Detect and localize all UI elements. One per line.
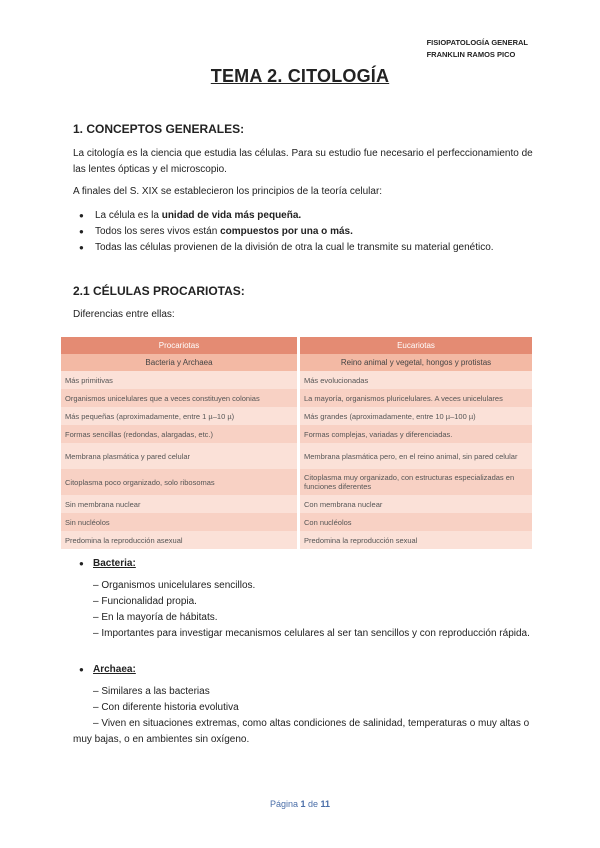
list-item: – Importantes para investigar mecanismos celulares al ser tan sencillos y con reproducción rápida.	[93, 628, 530, 639]
table-row	[61, 389, 532, 407]
list-item: – Con diferente historia evolutiva	[93, 702, 239, 713]
paragraph-teoria-celular: A finales del S. XIX se establecieron los principios de la teoría celular:	[73, 186, 383, 197]
table-row	[61, 495, 532, 513]
table-row	[61, 531, 532, 549]
list-item: ● La célula es la unidad de vida más pequeña.	[73, 208, 533, 224]
bacteria-heading: Bacteria:	[93, 558, 136, 569]
list-item: ● Todos los seres vivos están compuestos por una o más.	[73, 224, 533, 240]
list-item: ● Todas las células provienen de la división de otra la cual le transmite su material genético.	[73, 240, 533, 256]
bullet-icon: ●	[79, 559, 84, 568]
table-subheader-cell: Bacteria y Archaea	[61, 354, 300, 371]
archaea-heading: Archaea:	[93, 664, 136, 675]
archaea-heading-line	[79, 662, 533, 678]
bullet-icon: ●	[79, 665, 84, 674]
paragraph-diferencias: Diferencias entre ellas:	[73, 309, 175, 320]
table-cell: Formas complejas, variadas y diferenciadas.	[300, 425, 532, 443]
table-cell: Citoplasma muy organizado, con estructuras especializadas en funciones diferentes	[300, 469, 532, 495]
table-subheader-cell: Reino animal y vegetal, hongos y protistas	[300, 354, 532, 371]
table-row	[61, 469, 532, 495]
table-cell: Más pequeñas (aproximadamente, entre 1 µ–10 µ)	[61, 407, 300, 425]
table-row	[61, 407, 532, 425]
table-row	[61, 513, 532, 531]
list-item: – Viven en situaciones extremas, como altas condiciones de salinidad, temperaturas o muy altas o muy bajas, o en ambientes sin oxígeno.	[73, 718, 530, 745]
table-cell: Predomina la reproducción asexual	[61, 531, 300, 549]
paragraph-citologia: La citología es la ciencia que estudia las células. Para su estudio fue necesario el perfeccionamiento de las lentes ópticas y el microscopio.	[73, 148, 533, 175]
table-header-procariotas: Procariotas	[61, 337, 300, 354]
header-author: FRANKLIN RAMOS PICO	[426, 50, 516, 59]
list-item: – Organismos unicelulares sencillos.	[93, 580, 256, 591]
table-cell: Más grandes (aproximadamente, entre 10 µ–100 µ)	[300, 407, 532, 425]
table-cell: Más primitivas	[61, 371, 300, 389]
table-header-eucariotas: Eucariotas	[300, 337, 532, 354]
table-cell: Sin membrana nuclear	[61, 495, 300, 513]
page-footer	[0, 799, 600, 809]
table-cell: Formas sencillas (redondas, alargadas, etc.)	[61, 425, 300, 443]
footer-de: de	[308, 799, 319, 809]
header-subject: FISIOPATOLOGÍA GENERAL	[426, 38, 528, 47]
footer-pagina: Página	[269, 799, 298, 809]
table-cell: Con membrana nuclear	[300, 495, 532, 513]
table-subheader-row	[61, 354, 532, 371]
table-row	[61, 425, 532, 443]
footer-current-page: 1	[300, 799, 306, 809]
section-heading-conceptos: 1. CONCEPTOS GENERALES:	[73, 122, 245, 136]
table-cell: Predomina la reproducción sexual	[300, 531, 532, 549]
table-header-row	[61, 337, 532, 354]
section-heading-procariotas: 2.1 CÉLULAS PROCARIOTAS:	[73, 284, 245, 298]
table-cell: Membrana plasmática y pared celular	[61, 443, 300, 469]
teoria-celular-list	[73, 208, 533, 256]
page-title: TEMA 2. CITOLOGÍA	[210, 66, 390, 86]
comparison-table	[61, 337, 532, 549]
table-cell: Sin nucléolos	[61, 513, 300, 531]
table-cell: Con nucléolos	[300, 513, 532, 531]
table-cell: Citoplasma poco organizado, solo ribosomas	[61, 469, 300, 495]
table-cell: Membrana plasmática pero, en el reino animal, sin pared celular	[300, 443, 532, 469]
document-header	[427, 37, 528, 61]
table-row	[61, 443, 532, 469]
list-item: – En la mayoría de hábitats.	[93, 612, 218, 623]
footer-total-pages: 11	[320, 799, 331, 809]
table-cell: Más evolucionadas	[300, 371, 532, 389]
list-item: – Funcionalidad propia.	[93, 596, 197, 607]
table-cell: Organismos unicelulares que a veces constituyen colonias	[61, 389, 300, 407]
table-cell: La mayoría, organismos pluricelulares. A veces unicelulares	[300, 389, 532, 407]
bacteria-heading-line	[79, 556, 533, 572]
archaea-section	[73, 662, 533, 748]
table-row	[61, 371, 532, 389]
bacteria-section	[79, 556, 533, 642]
list-item: – Similares a las bacterias	[93, 686, 210, 697]
